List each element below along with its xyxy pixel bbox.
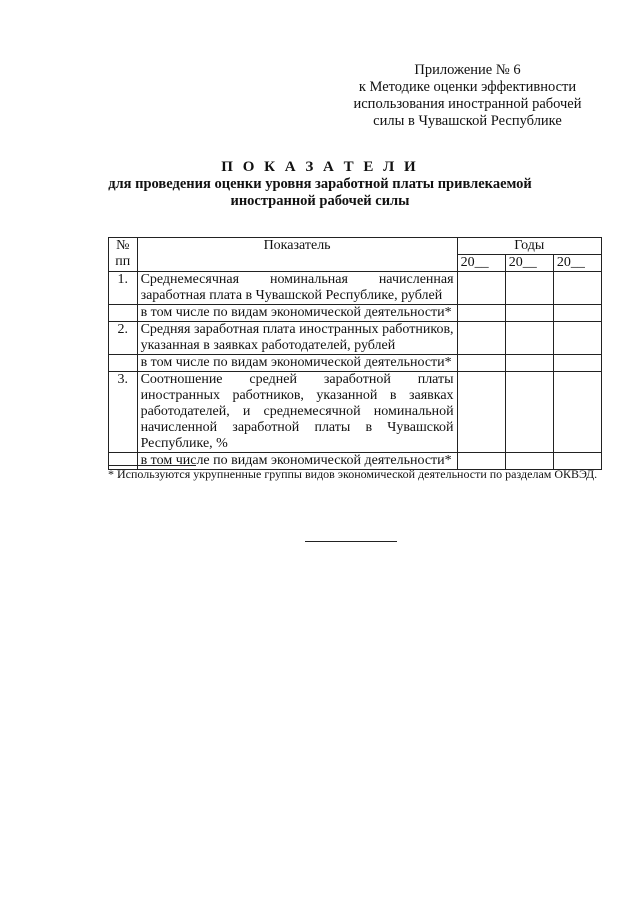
value-cell xyxy=(457,305,505,322)
indicators-table xyxy=(108,237,602,470)
table-row xyxy=(109,322,602,355)
value-cell xyxy=(505,372,553,453)
value-cell xyxy=(553,355,601,372)
header-year-cell: 20__ xyxy=(505,255,553,272)
row-number: 1. xyxy=(109,272,138,305)
header-number-cell xyxy=(109,238,138,272)
header-number-label: № xyxy=(116,238,130,253)
row-indicator: Средняя заработная плата иностранных работников, указанная в заявках работодателей, рублей xyxy=(137,322,457,355)
end-divider xyxy=(305,541,397,542)
value-cell xyxy=(505,355,553,372)
value-cell xyxy=(457,322,505,355)
header-indicator-cell: Показатель xyxy=(137,238,457,272)
value-cell xyxy=(505,305,553,322)
value-cell xyxy=(505,322,553,355)
appendix-line: Приложение № 6 xyxy=(414,62,521,78)
header-number-sublabel: пп xyxy=(115,254,131,269)
footnote-divider xyxy=(108,465,196,466)
value-cell xyxy=(553,272,601,305)
value-cell xyxy=(457,355,505,372)
footnote: * Используются укрупненные группы видов экономической деятельности по разделам ОКВЭД. xyxy=(108,467,598,481)
row-subindicator: в том числе по видам экономической деятельности* xyxy=(137,453,457,470)
value-cell xyxy=(457,272,505,305)
header-year-cell: 20__ xyxy=(457,255,505,272)
row-subindicator: в том числе по видам экономической деятельности* xyxy=(137,355,457,372)
row-indicator: Соотношение средней заработной платы иностранных работников, указанной в заявках работодателей, и среднемесячной номинальной начисленной заработной платы в Чувашской Республике, % xyxy=(137,372,457,453)
table-header-row xyxy=(109,238,602,255)
appendix-line: использования иностранной рабочей xyxy=(353,96,582,112)
document-subtitle-line: иностранной рабочей силы xyxy=(230,193,410,209)
row-number-empty xyxy=(109,305,138,322)
row-number-empty xyxy=(109,355,138,372)
value-cell xyxy=(553,305,601,322)
value-cell xyxy=(553,372,601,453)
table-row xyxy=(109,372,602,453)
document-heading xyxy=(0,158,640,210)
table-subrow xyxy=(109,355,602,372)
value-cell xyxy=(553,322,601,355)
appendix-note xyxy=(330,62,605,130)
document-title: П О К А З А Т Е Л И xyxy=(221,159,419,175)
table-row xyxy=(109,272,602,305)
value-cell xyxy=(505,272,553,305)
document-subtitle-line: для проведения оценки уровня заработной платы привлекаемой xyxy=(108,176,532,192)
value-cell xyxy=(457,372,505,453)
table-subrow xyxy=(109,305,602,322)
header-year-cell: 20__ xyxy=(553,255,601,272)
appendix-line: к Методике оценки эффективности xyxy=(358,79,577,95)
header-years-cell: Годы xyxy=(457,238,601,255)
row-indicator: Среднемесячная номинальная начисленная заработная плата в Чувашской Республике, рублей xyxy=(137,272,457,305)
row-subindicator: в том числе по видам экономической деятельности* xyxy=(137,305,457,322)
row-number: 3. xyxy=(109,372,138,453)
row-number: 2. xyxy=(109,322,138,355)
appendix-line: силы в Чувашской Республике xyxy=(373,113,562,129)
